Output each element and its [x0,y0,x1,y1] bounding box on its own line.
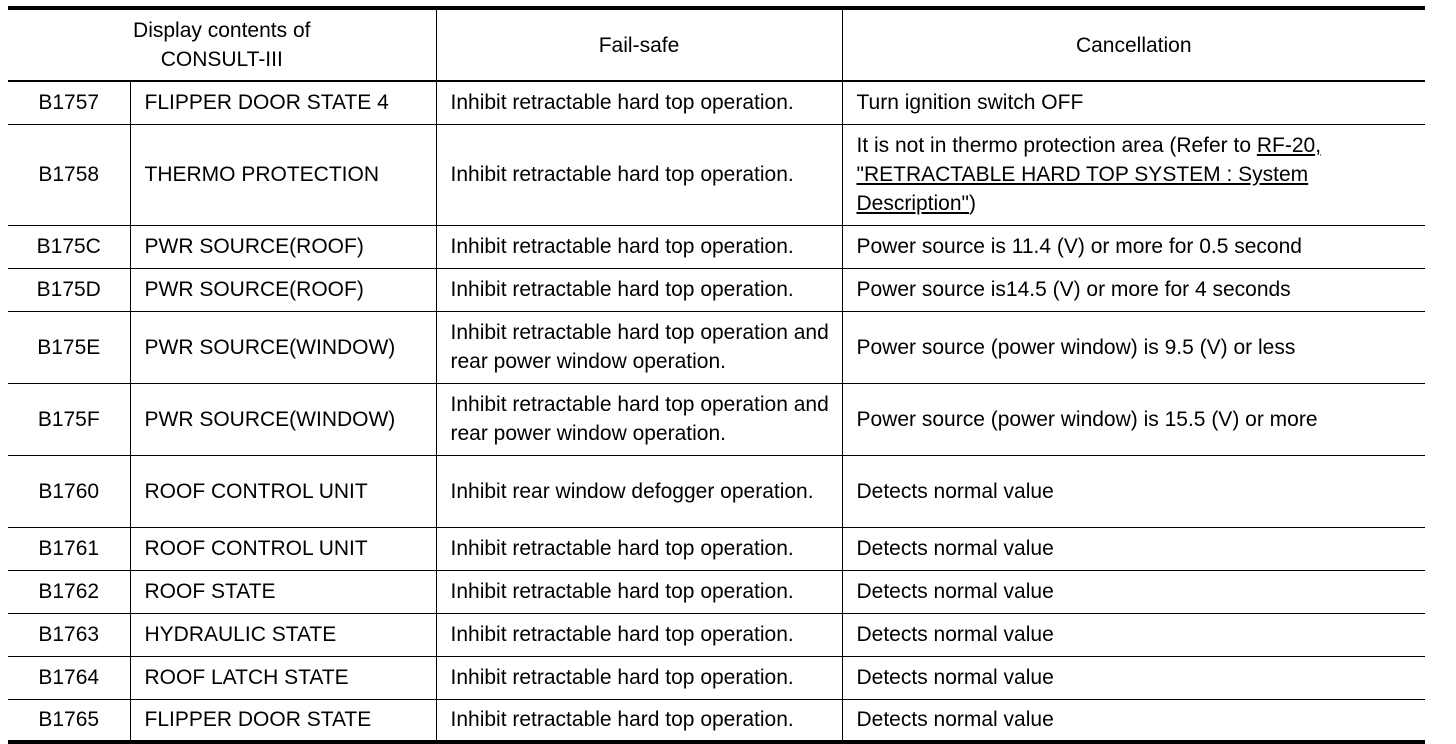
header-failsafe: Fail-safe [436,8,842,81]
table-row [8,455,1425,527]
cancellation-text: Detects normal value [842,570,1425,613]
failsafe-text: Inhibit retractable hard top operation. [436,225,842,268]
table-row [8,225,1425,268]
cancellation-text: Detects normal value [842,527,1425,570]
header-cancellation: Cancellation [842,8,1425,81]
failsafe-text: Inhibit retractable hard top operation. [436,527,842,570]
failsafe-text: Inhibit retractable hard top operation. [436,124,842,225]
header-display-contents-line1: Display contents of [133,19,311,42]
dtc-code: B175C [8,225,130,268]
cancellation-text: Turn ignition switch OFF [842,81,1425,124]
failsafe-text: Inhibit retractable hard top operation. [436,268,842,311]
cancellation-text: Detects normal value [842,699,1425,742]
dtc-code: B175E [8,311,130,383]
dtc-code: B1764 [8,656,130,699]
display-item: PWR SOURCE(WINDOW) [130,311,436,383]
table-row [8,527,1425,570]
failsafe-text: Inhibit rear window defogger operation. [436,455,842,527]
header-display-contents-line2: CONSULT-III [160,48,283,71]
display-item: FLIPPER DOOR STATE 4 [130,81,436,124]
table-row [8,268,1425,311]
table-row [8,570,1425,613]
cancellation-text: Detects normal value [842,455,1425,527]
header-display-contents [8,8,436,81]
failsafe-table [8,6,1425,744]
header-row [8,8,1425,81]
display-item: FLIPPER DOOR STATE [130,699,436,742]
failsafe-text: Inhibit retractable hard top operation and rear power window operation. [436,383,842,455]
cancellation-prefix: It is not in thermo protection area (Refer to [856,134,1257,157]
dtc-code: B175D [8,268,130,311]
dtc-code: B1761 [8,527,130,570]
display-item: PWR SOURCE(WINDOW) [130,383,436,455]
dtc-code: B1757 [8,81,130,124]
cancellation-text: Power source is14.5 (V) or more for 4 seconds [842,268,1425,311]
cancellation-text [842,124,1425,225]
cancellation-text: Detects normal value [842,613,1425,656]
table-row [8,656,1425,699]
failsafe-text: Inhibit retractable hard top operation. [436,81,842,124]
display-item: PWR SOURCE(ROOF) [130,225,436,268]
table-row [8,311,1425,383]
display-item: HYDRAULIC STATE [130,613,436,656]
dtc-code: B1763 [8,613,130,656]
dtc-code: B1760 [8,455,130,527]
cancellation-text: Power source is 11.4 (V) or more for 0.5 second [842,225,1425,268]
failsafe-text: Inhibit retractable hard top operation. [436,656,842,699]
failsafe-text: Inhibit retractable hard top operation. [436,699,842,742]
failsafe-text: Inhibit retractable hard top operation. [436,613,842,656]
display-item: ROOF LATCH STATE [130,656,436,699]
table-row [8,124,1425,225]
cancellation-text: Power source (power window) is 15.5 (V) or more [842,383,1425,455]
failsafe-text: Inhibit retractable hard top operation. [436,570,842,613]
table-row [8,613,1425,656]
display-item: ROOF CONTROL UNIT [130,455,436,527]
dtc-code: B1762 [8,570,130,613]
cancellation-text: Power source (power window) is 9.5 (V) or less [842,311,1425,383]
table-row [8,383,1425,455]
display-item: PWR SOURCE(ROOF) [130,268,436,311]
cancellation-text: Detects normal value [842,656,1425,699]
dtc-code: B175F [8,383,130,455]
failsafe-text: Inhibit retractable hard top operation and rear power window operation. [436,311,842,383]
display-item: ROOF STATE [130,570,436,613]
dtc-code: B1765 [8,699,130,742]
table-row [8,81,1425,124]
display-item: THERMO PROTECTION [130,124,436,225]
display-item: ROOF CONTROL UNIT [130,527,436,570]
dtc-code: B1758 [8,124,130,225]
table-row [8,699,1425,742]
cancellation-suffix: ) [969,192,976,215]
reference-link[interactable]: RF-20, "RETRACTABLE HARD TOP SYSTEM : System Description" [856,134,1322,215]
